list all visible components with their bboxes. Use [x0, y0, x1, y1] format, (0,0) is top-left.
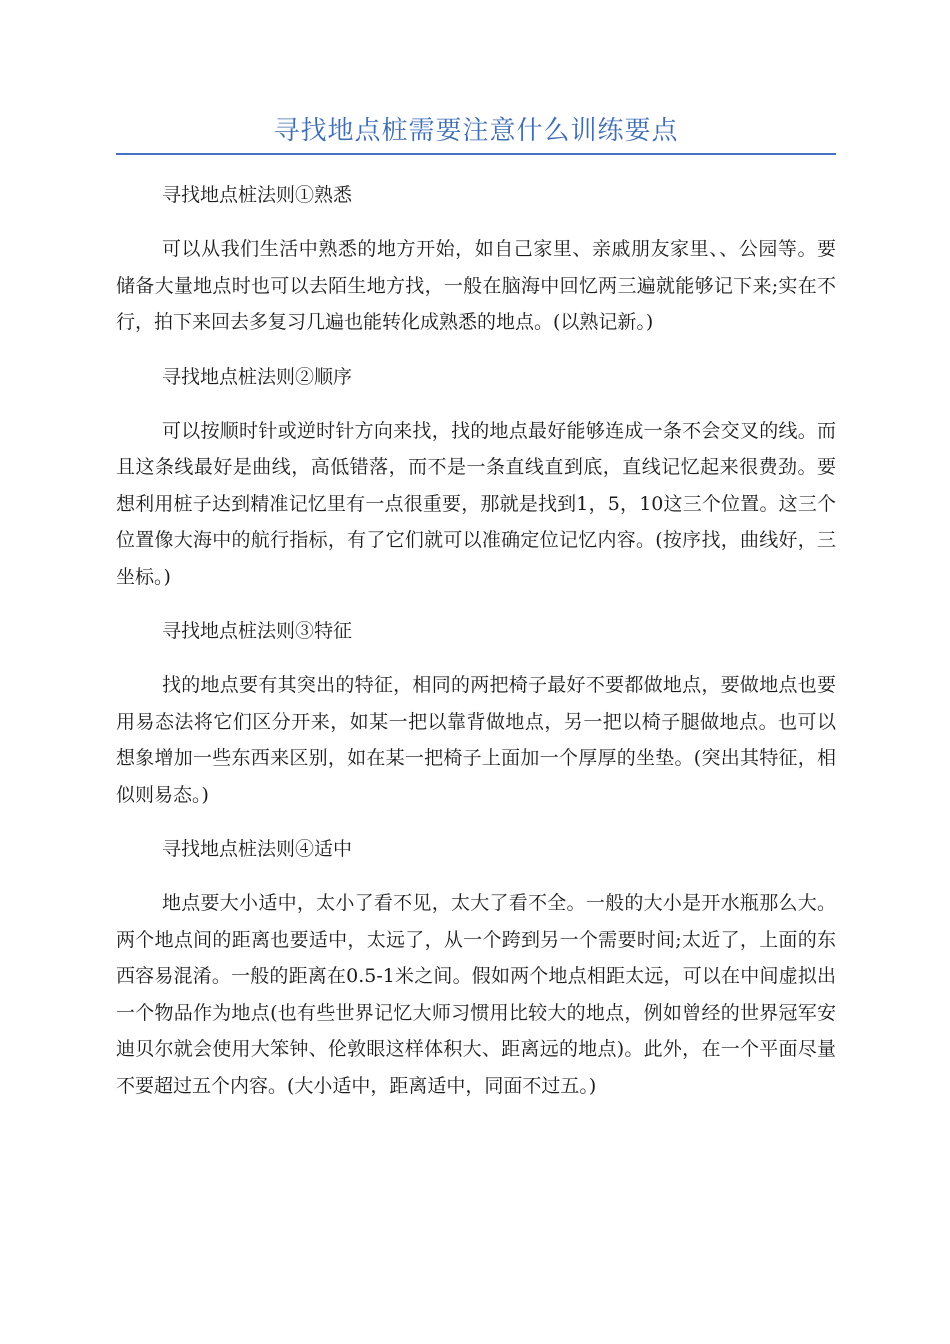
document-page [116, 112, 836, 1122]
section-body-familiar: 可以从我们生活中熟悉的地方开始，如自己家里、亲戚朋友家里、、公园等。要储备大量地点时也可以去陌生地方找，一般在脑海中回忆两三遍就能够记下来;实在不行，拍下来回去多复习几遍也能转化成熟悉的地点。(以熟记新。) [116, 238, 836, 333]
page-title: 寻找地点桩需要注意什么训练要点 [273, 116, 679, 146]
section-body-order: 可以按顺时针或逆时针方向来找，找的地点最好能够连成一条不会交叉的线。而且这条线最好是曲线，高低错落，而不是一条直线直到底，直线记忆起来很费劲。要想利用桩子达到精准记忆里有一点很重要，那就是找到1，5，10这三个位置。这三个位置像大海中的航行指标，有了它们就可以准确定位记忆内容。(按序找，曲线好，三坐标。) [116, 419, 836, 588]
section-body-moderate: 地点要大小适中，太小了看不见，太大了看不全。一般的大小是开水瓶那么大。两个地点间的距离也要适中，太远了，从一个跨到另一个需要时间;太近了，上面的东西容易混淆。一般的距离在0.5-1米之间。假如两个地点相距太远，可以在中间虚拟出一个物品作为地点(也有些世界记忆大师习惯用比较大的地点，例如曾经的世界冠军安迪贝尔就会使用大笨钟、伦敦眼这样体积大、距离远的地点)。此外，在一个平面尽量不要超过五个内容。(大小适中，距离适中，同面不过五。) [116, 892, 836, 1097]
title-underline [116, 153, 836, 155]
section-heading-familiar: 寻找地点桩法则①熟悉 [162, 184, 353, 206]
section-heading-moderate: 寻找地点桩法则④适中 [162, 838, 353, 860]
section-body-feature: 找的地点要有其突出的特征，相同的两把椅子最好不要都做地点，要做地点也要用易态法将它们区分开来，如某一把以靠背做地点，另一把以椅子腿做地点。也可以想象增加一些东西来区别，如在某一把椅子上面加一个厚厚的坐垫。(突出其特征，相似则易态。) [116, 674, 836, 806]
section-heading-feature: 寻找地点桩法则③特征 [162, 620, 353, 642]
section-heading-order: 寻找地点桩法则②顺序 [162, 365, 353, 388]
